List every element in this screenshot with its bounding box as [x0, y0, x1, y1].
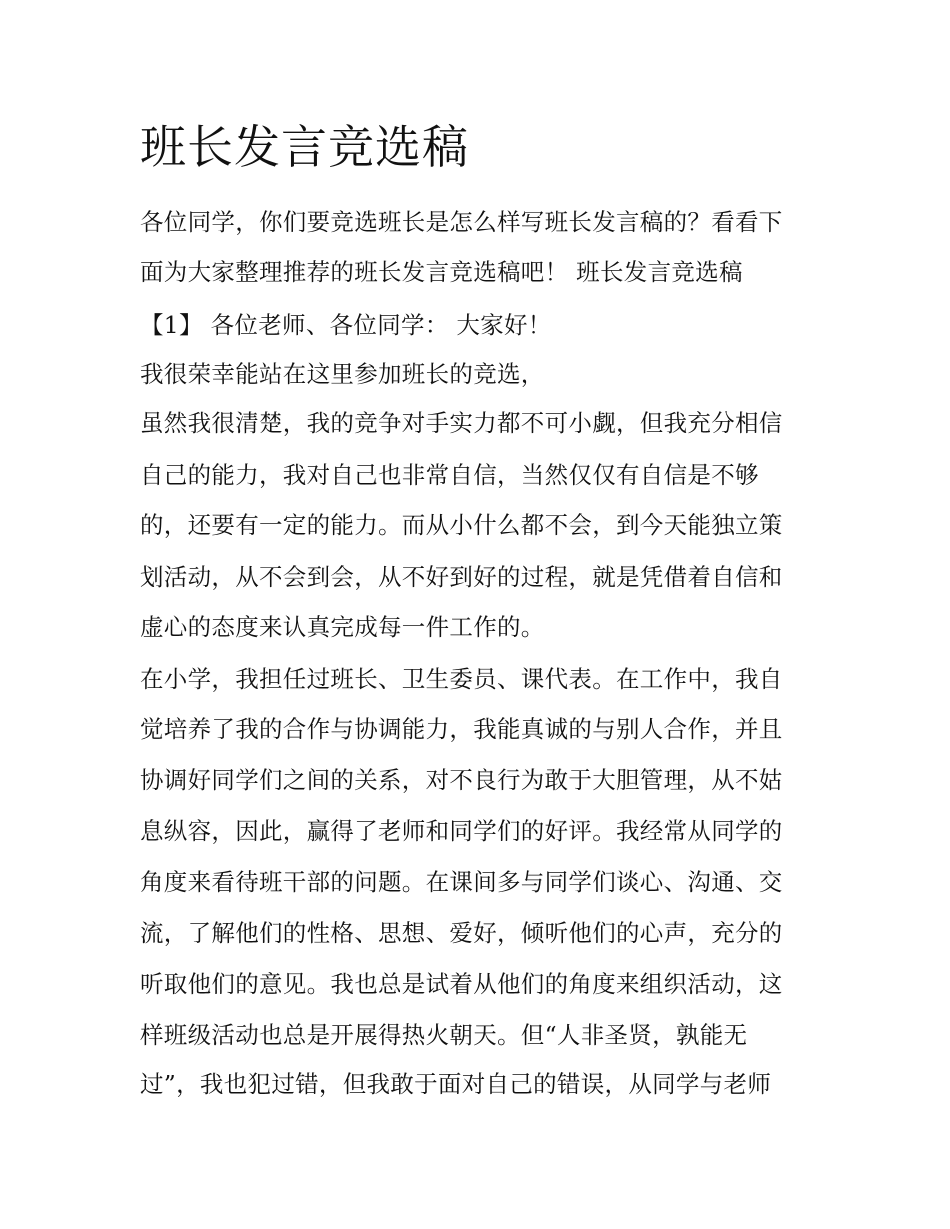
body-line: 觉培养了我的合作与协调能力，我能真诚的与别人合作，并且: [140, 715, 783, 743]
body-line: 流，了解他们的性格、思想、爱好，倾听他们的心声，充分的: [140, 919, 783, 947]
body-line: 自己的能力，我对自己也非常自信，当然仅仅有自信是不够: [140, 461, 759, 489]
body-line: 面为大家整理推荐的班长发言竞选稿吧！ 班长发言竞选稿: [140, 258, 743, 286]
document-title: 班长发言竞选稿: [140, 120, 469, 174]
body-line: 在小学，我担任过班长、卫生委员、课代表。在工作中，我自: [140, 665, 783, 693]
body-line: 划活动，从不会到会，从不好到好的过程，就是凭借着自信和: [140, 563, 783, 591]
body-line: 各位同学，你们要竞选班长是怎么样写班长发言稿的？看看下: [140, 208, 783, 236]
body-line: 【1】 各位老师、各位同学： 大家好！: [140, 311, 552, 339]
body-line: 我很荣幸能站在这里参加班长的竞选，: [140, 360, 545, 388]
body-line: 的，还要有一定的能力。而从小什么都不会，到今天能独立策: [140, 511, 783, 539]
body-line: 虽然我很清楚，我的竞争对手实力都不可小觑，但我充分相信: [140, 409, 783, 437]
body-line: 息纵容，因此，赢得了老师和同学们的好评。我经常从同学的: [140, 817, 783, 845]
body-line: 虚心的态度来认真完成每一件工作的。: [140, 613, 545, 641]
body-line: 过”，我也犯过错，但我敢于面对自己的错误，从同学与老师: [140, 1070, 772, 1098]
body-line: 听取他们的意见。我也总是试着从他们的角度来组织活动，这: [140, 970, 783, 998]
body-line: 协调好同学们之间的关系，对不良行为敢于大胆管理，从不姑: [140, 766, 783, 794]
body-line: 样班级活动也总是开展得热火朝天。但“人非圣贤，孰能无: [140, 1021, 748, 1049]
body-line: 角度来看待班干部的问题。在课间多与同学们谈心、沟通、交: [140, 868, 783, 896]
